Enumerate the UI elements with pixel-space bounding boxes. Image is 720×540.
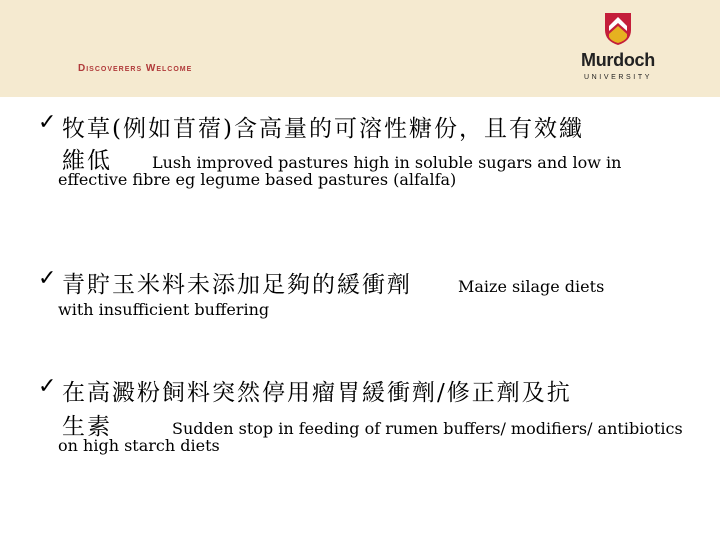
- bullet-1-zh-line2: 維低: [62, 148, 112, 174]
- tagline: Discoverers Welcome: [78, 63, 193, 74]
- bullet-2-zh-line1: 青貯玉米料未添加足夠的緩衝劑: [62, 272, 412, 298]
- bullet-2-en-line2: with insufficient buffering: [58, 300, 270, 319]
- murdoch-logo: [572, 12, 664, 86]
- bullet-1-zh-line1: 牧草(例如苜蓿)含高量的可溶性糖份，且有效纖: [62, 116, 584, 142]
- bullet-3-en-line1: Sudden stop in feeding of rumen buffers/ modifiers/ antibiotics: [172, 419, 683, 438]
- bullet-2: [38, 266, 698, 319]
- bullet-3-zh-line1: 在高澱粉飼料突然停用瘤胃緩衝劑/修正劑及抗: [62, 380, 572, 406]
- bullet-3-en-line2: on high starch diets: [58, 436, 220, 455]
- checkmark-icon: ✓: [38, 110, 57, 135]
- crest-icon: [604, 12, 632, 46]
- bullet-3: [38, 374, 698, 455]
- bullet-1-en-line1: Lush improved pastures high in soluble sugars and low in: [152, 153, 622, 172]
- checkmark-icon: ✓: [38, 266, 57, 291]
- logo-subtitle: UNIVERSITY: [583, 74, 652, 81]
- checkmark-icon: ✓: [38, 374, 57, 399]
- header-band: [0, 0, 720, 97]
- logo-name: Murdoch: [581, 50, 655, 70]
- bullet-1-en-line2: effective fibre eg legume based pastures (alfalfa): [58, 170, 457, 189]
- bullet-3-zh-line2: 生素: [62, 414, 112, 440]
- bullet-2-en-line1: Maize silage diets: [458, 277, 605, 296]
- bullet-1: [38, 110, 698, 189]
